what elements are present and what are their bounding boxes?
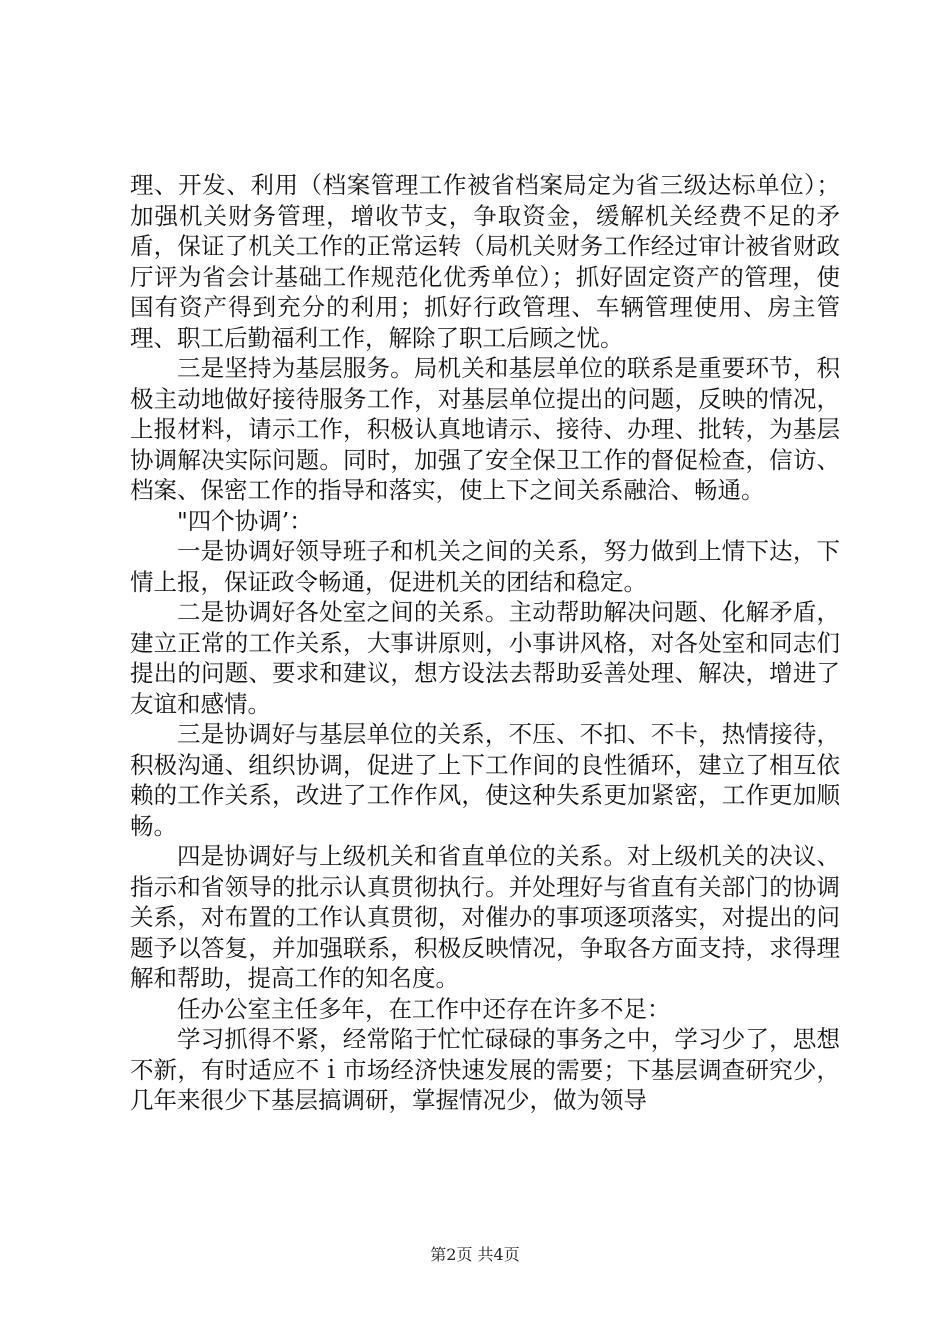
paragraph: 学习抓得不紧，经常陷于忙忙碌碌的事务之中，学习少了，思想不新，有时适应不ｉ市场经济快速发展的需要；下基层调查研究少，几年来很少下基层搞调研，掌握情况少，做为领导 xyxy=(130,1025,840,1114)
page-footer xyxy=(0,1242,950,1265)
paragraph: 三是协调好与基层单位的关系，不压、不扣、不卡，热情接待，积极沟通、组织协调，促进了上下工作间的良性循环，建立了相互依赖的工作关系，改进了工作作风，使这种失系更加紧密，工作更加顺畅。 xyxy=(130,720,840,840)
paragraph: 一是协调好领导班子和机关之间的关系，努力做到上情下达，下情上报，保证政令畅通，促进机关的团结和稳定。 xyxy=(130,537,840,596)
paragraph: 任办公室主任多年，在工作中还存在许多不足： xyxy=(177,994,671,1023)
paragraph: 三是坚持为基层服务。局机关和基层单位的联系是重要环节，积极主动地做好接待服务工作，对基层单位提出的问题，反映的情况，上报材料，请示工作，积极认真地请示、接待、办理、批转，为基层协调解决实际问题。同时，加强了安全保卫工作的督促检查，信访、档案、保密工作的指导和落实，使上下之间关系融洽、畅通。 xyxy=(130,354,840,504)
paragraph: "四个协调’： xyxy=(177,506,313,535)
page-number: 第2页 共4页 xyxy=(430,1245,520,1264)
document-body xyxy=(130,170,840,1116)
paragraph: 四是协调好与上级机关和省直单位的关系。对上级机关的决议、指示和省领导的批示认真贯彻执行。并处理好与省直有关部门的协调关系，对布置的工作认真贯彻，对催办的事项逐项落实，对提出的问题予以答复，并加强联系，积极反映情况，争取各方面支持，求得理解和帮助，提高工作的知名度。 xyxy=(130,842,840,992)
paragraph: 二是协调好各处室之间的关系。主动帮助解决问题、化解矛盾，建立正常的工作关系，大事讲原则，小事讲风格，对各处室和同志们提出的问题、要求和建议，想方设法去帮助妥善处理、解决，增进了友谊和感情。 xyxy=(130,598,840,718)
paragraph: 理、开发、利用（档案管理工作被省档案局定为省三级达标单位）；加强机关财务管理，增收节支，争取资金，缓解机关经费不足的矛盾，保证了机关工作的正常运转（局机关财务工作经过审计被省财政厅评为省会计基础工作规范化优秀单位）；抓好固定资产的管理，使国有资产得到充分的利用；抓好行政管理、车辆管理使用、房主管理、职工后勤福利工作，解除了职工后顾之忧。 xyxy=(130,171,840,352)
